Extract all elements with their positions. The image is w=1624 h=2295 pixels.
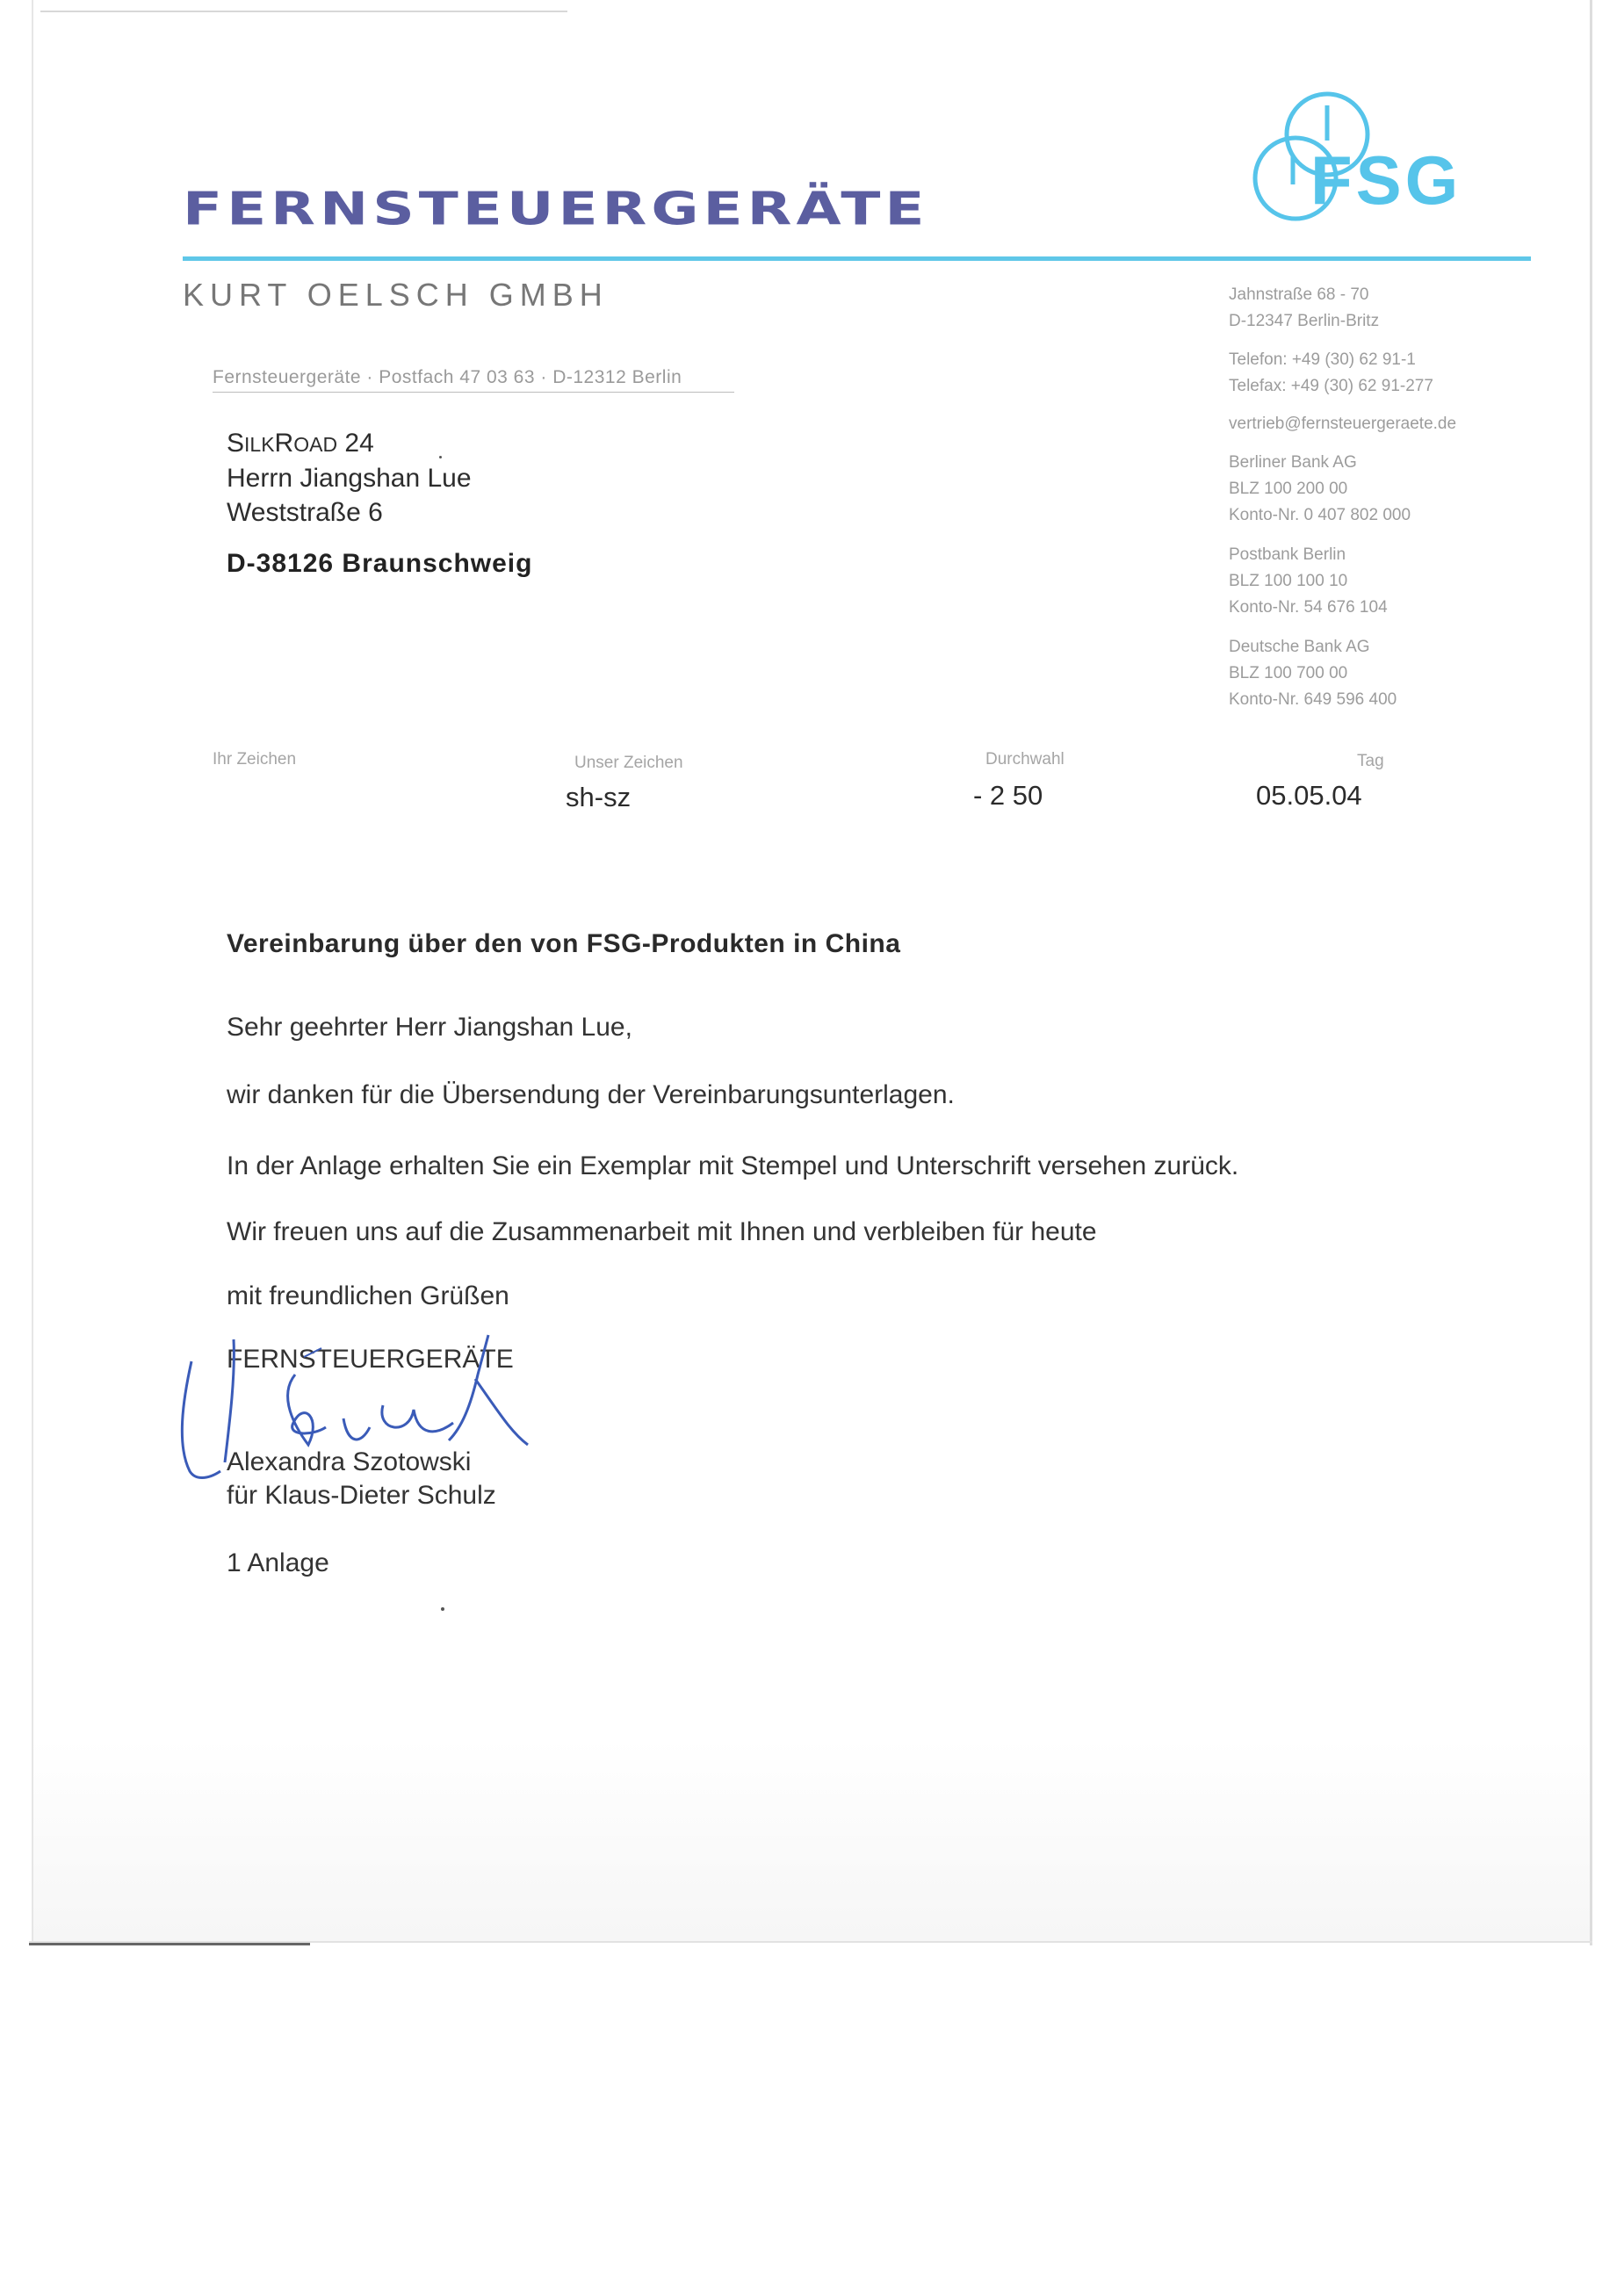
ihr-zeichen-label: Ihr Zeichen xyxy=(213,750,297,769)
bank-blz: BLZ 100 700 00 xyxy=(1229,664,1348,682)
sender-underline xyxy=(213,392,734,393)
durchwahl-label: Durchwahl xyxy=(985,750,1065,769)
tag-label: Tag xyxy=(1357,752,1384,770)
recipient-company xyxy=(227,429,374,458)
unser-zeichen-value: sh-sz xyxy=(566,782,632,812)
recipient-company-smallcaps: ILK xyxy=(244,433,275,456)
sidebar-fax: Telefax: +49 (30) 62 91-277 xyxy=(1229,377,1433,395)
recipient-name: Herrn Jiangshan Lue xyxy=(227,464,472,493)
sidebar-phone: Telefon: +49 (30) 62 91-1 xyxy=(1229,350,1416,369)
bank-konto: Konto-Nr. 54 676 104 xyxy=(1229,598,1388,617)
enclosure-note: 1 Anlage xyxy=(227,1548,329,1577)
bank-konto: Konto-Nr. 649 596 400 xyxy=(1229,690,1397,709)
sidebar-city: D-12347 Berlin-Britz xyxy=(1229,312,1380,330)
letter-paragraph: In der Anlage erhalten Sie ein Exemplar mit Stempel und Unterschrift versehen zurück. xyxy=(227,1151,1239,1180)
letter-subject: Vereinbarung über den von FSG-Produkten in China xyxy=(227,929,901,958)
scan-edge-top xyxy=(40,11,567,12)
recipient-street: Weststraße 6 xyxy=(227,498,383,527)
bank-blz: BLZ 100 100 10 xyxy=(1229,572,1348,590)
bank-name: Berliner Bank AG xyxy=(1229,453,1357,472)
sidebar-email: vertrieb@fernsteuergeraete.de xyxy=(1229,415,1457,433)
scan-speck xyxy=(439,456,442,458)
recipient-company-initial: S xyxy=(227,429,245,458)
signer-on-behalf: für Klaus-Dieter Schulz xyxy=(227,1481,496,1510)
company-subtitle: KURT OELSCH GMBH xyxy=(183,277,609,313)
letter-closing: mit freundlichen Grüßen xyxy=(227,1281,509,1310)
company-name: FERNSTEUERGERÄTE xyxy=(183,183,929,236)
scan-edge-right xyxy=(1590,0,1592,1945)
sidebar-street: Jahnstraße 68 - 70 xyxy=(1229,285,1369,304)
signer-name: Alexandra Szotowski xyxy=(227,1447,472,1476)
unser-zeichen-label: Unser Zeichen xyxy=(574,754,683,772)
closing-company: FERNSTEUERGERÄTE xyxy=(227,1345,514,1374)
scan-edge-bottom-dark xyxy=(29,1943,310,1945)
tag-value: 05.05.04 xyxy=(1256,780,1362,811)
durchwahl-value: - 2 50 xyxy=(973,780,1043,811)
bank-konto: Konto-Nr. 0 407 802 000 xyxy=(1229,506,1411,524)
bank-name: Postbank Berlin xyxy=(1229,545,1346,564)
scan-edge-left xyxy=(32,0,33,1941)
recipient-company-initial: R xyxy=(274,429,294,458)
recipient-company-smallcaps: OAD xyxy=(293,433,338,456)
scan-shading xyxy=(33,1739,1590,1941)
letter-salutation: Sehr geehrter Herr Jiangshan Lue, xyxy=(227,1013,632,1042)
recipient-city: D-38126 Braunschweig xyxy=(227,549,533,578)
bank-blz: BLZ 100 200 00 xyxy=(1229,480,1348,498)
recipient-company-number: 24 xyxy=(337,429,374,458)
letterhead-rule xyxy=(183,256,1531,261)
logo-wordmark: FSG xyxy=(1310,141,1462,219)
sender-return-line: Fernsteuergeräte · Postfach 47 03 63 · D-12312 Berlin xyxy=(213,367,682,387)
letter-paragraph: Wir freuen uns auf die Zusammenarbeit mit Ihnen und verbleiben für heute xyxy=(227,1217,1097,1246)
bank-name: Deutsche Bank AG xyxy=(1229,638,1370,656)
scan-speck xyxy=(441,1607,444,1611)
letter-paragraph: wir danken für die Übersendung der Vereinbarungsunterlagen. xyxy=(227,1080,955,1109)
